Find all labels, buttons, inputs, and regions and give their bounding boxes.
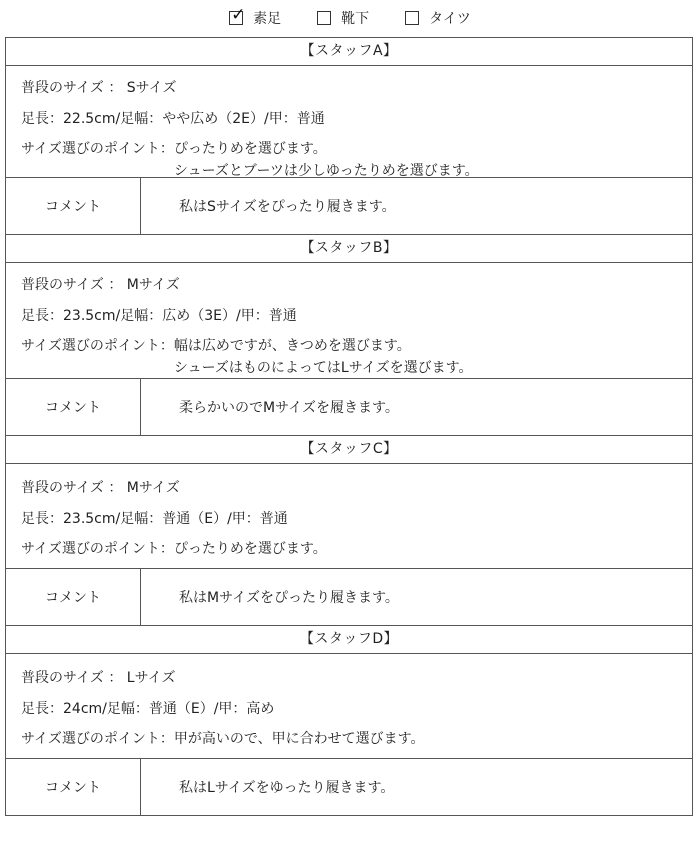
size-point-label: サイズ選びのポイント： bbox=[21, 338, 174, 354]
size-point bbox=[21, 138, 677, 182]
comment-text: 私はMサイズをぴったり履きます。 bbox=[179, 590, 399, 606]
foot-measurements: 足長：22.5cm/足幅：やや広め（2E）/甲：普通 bbox=[21, 111, 325, 127]
checkbox-tights[interactable] bbox=[405, 11, 419, 25]
staff-section-c bbox=[6, 435, 692, 625]
size-point-text: 甲が高いので、甲に合わせて選びます。 bbox=[173, 731, 425, 747]
staff-header: 【スタッフA】 bbox=[6, 38, 692, 66]
staff-header: 【スタッフB】 bbox=[6, 235, 692, 263]
comment-row bbox=[6, 177, 692, 234]
size-point-text: ぴったりめを選びます。 bbox=[173, 141, 327, 157]
size-point-label: サイズ選びのポイント： bbox=[21, 141, 174, 157]
option-socks-label: 靴下 bbox=[341, 11, 370, 27]
comment-row bbox=[6, 568, 692, 625]
comment-row bbox=[6, 378, 692, 435]
size-point bbox=[21, 335, 677, 379]
option-barefoot[interactable] bbox=[229, 5, 282, 28]
comment-text: 私はLサイズをゆったり履きます。 bbox=[179, 780, 395, 796]
option-barefoot-label: 素足 bbox=[253, 11, 282, 27]
staff-size-table bbox=[5, 37, 693, 816]
size-point bbox=[21, 538, 677, 560]
staff-header: 【スタッフC】 bbox=[6, 436, 692, 464]
comment-text: 柔らかいのでMサイズを履きます。 bbox=[179, 400, 399, 416]
staff-info bbox=[6, 464, 692, 568]
usual-size: 普段のサイズ ： Sサイズ bbox=[21, 80, 177, 96]
comment-row bbox=[6, 758, 692, 815]
staff-info bbox=[6, 654, 692, 758]
checkbox-barefoot[interactable] bbox=[229, 5, 246, 25]
foot-measurements: 足長：24cm/足幅：普通（E）/甲：高め bbox=[21, 701, 275, 717]
staff-info bbox=[6, 66, 692, 177]
comment-text: 私はSサイズをぴったり履きます。 bbox=[179, 199, 396, 215]
comment-label: コメント bbox=[6, 379, 141, 435]
size-point-label: サイズ選びのポイント： bbox=[21, 541, 174, 557]
usual-size: 普段のサイズ ： Lサイズ bbox=[21, 670, 176, 686]
sock-type-options bbox=[0, 0, 700, 36]
staff-section-a bbox=[6, 38, 692, 234]
option-tights-label: タイツ bbox=[429, 11, 471, 27]
staff-info bbox=[6, 263, 692, 378]
staff-header: 【スタッフD】 bbox=[6, 626, 692, 654]
option-socks[interactable] bbox=[317, 8, 369, 28]
checkbox-socks[interactable] bbox=[317, 11, 331, 25]
checkmark-icon: ✓ bbox=[231, 5, 246, 25]
size-point-text: シューズとブーツは少しゆったりめを選びます。 bbox=[173, 163, 479, 179]
comment-label: コメント bbox=[6, 569, 141, 625]
foot-measurements: 足長：23.5cm/足幅：広め（3E）/甲：普通 bbox=[21, 308, 297, 324]
foot-measurements: 足長：23.5cm/足幅：普通（E）/甲：普通 bbox=[21, 511, 288, 527]
usual-size: 普段のサイズ ： Mサイズ bbox=[21, 277, 180, 293]
option-tights[interactable] bbox=[405, 8, 471, 28]
size-point-text: シューズはものによってはLサイズを選びます。 bbox=[173, 360, 473, 376]
staff-section-d bbox=[6, 625, 692, 815]
size-point-text: 幅は広めですが、きつめを選びます。 bbox=[173, 338, 411, 354]
size-point bbox=[21, 728, 677, 750]
size-point-label: サイズ選びのポイント： bbox=[21, 731, 174, 747]
staff-section-b bbox=[6, 234, 692, 435]
comment-label: コメント bbox=[6, 178, 141, 234]
usual-size: 普段のサイズ ： Mサイズ bbox=[21, 480, 180, 496]
comment-label: コメント bbox=[6, 759, 141, 815]
size-point-text: ぴったりめを選びます。 bbox=[173, 541, 327, 557]
